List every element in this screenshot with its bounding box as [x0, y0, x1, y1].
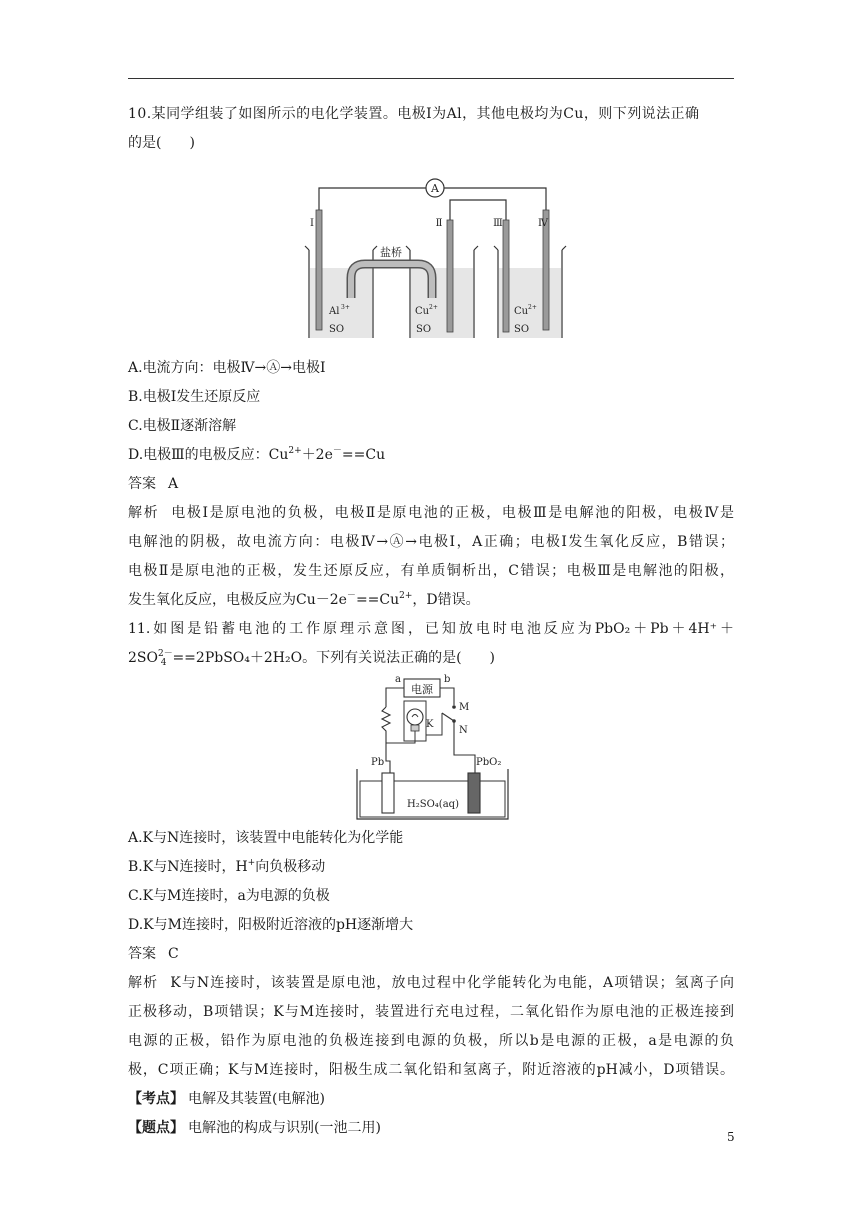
- ion-so4-1: SO: [329, 324, 345, 335]
- q10-analysis-line1: 解析 电极Ⅰ是原电池的负极，电极Ⅱ是原电池的正极，电极Ⅲ是电解池的阳极，电极Ⅳ是: [128, 505, 735, 521]
- q11-stem-line1: 11.如图是铅蓄电池的工作原理示意图，已知放电时电池反应为PbO₂＋Pb＋4H⁺＋: [128, 621, 734, 637]
- switch-k-label: K: [426, 719, 434, 730]
- q11-analysis-line3: 电源的正极，铅作为原电池的负极连接到电源的负极，所以b是电源的正极，a是电源的负: [128, 1033, 734, 1049]
- q11-figure: [128, 673, 734, 823]
- ammeter-label: A: [431, 182, 439, 195]
- tidian-value: 电解池的构成与识别(一池二用): [188, 1120, 381, 1136]
- q10-option-b: B.电极Ⅰ发生还原反应: [128, 389, 261, 405]
- bulb-icon: [407, 709, 423, 725]
- q11-option-a: A.K与N连接时，该装置中电能转化为化学能: [128, 830, 404, 846]
- electrochem-cells-diagram: [128, 158, 734, 338]
- tidian-label: 【题点】: [128, 1120, 184, 1136]
- pbo2-label: PbO₂: [476, 757, 502, 768]
- answer-label: 答案: [128, 946, 156, 962]
- q11-analysis-line1: 解析 K与N连接时，该装置是原电池，放电过程中化学能转化为电能，A项错误；氢离子向: [128, 975, 734, 991]
- q11-kaodian: [128, 1085, 734, 1114]
- answer-value: A: [168, 476, 179, 492]
- electrode-label-4: Ⅳ: [538, 218, 548, 229]
- ion-so4-3: SO: [514, 324, 530, 335]
- switch-m-label: M: [459, 702, 470, 713]
- answer-label: 答案: [128, 476, 156, 492]
- electrode-label-1: Ⅰ: [310, 218, 314, 229]
- power-label: 电源: [411, 683, 433, 696]
- electrode-1: [316, 210, 322, 330]
- terminal-b-label: b: [444, 674, 451, 685]
- ion-cu-2-charge: 2+: [528, 304, 537, 311]
- q11-option-d: D.K与M连接时，阳极附近溶液的pH逐渐增大: [128, 917, 414, 933]
- q11-option-b: B.K与N连接时，H+向负极移动: [128, 858, 326, 875]
- terminal-a-label: a: [395, 674, 401, 685]
- pbo2-electrode: [468, 773, 480, 813]
- ion-al-charge: 3+: [341, 304, 350, 311]
- page-content: [128, 100, 734, 1143]
- q11-analysis-line2: 正极移动，B项错误；K与M连接时，装置进行充电过程，二氧化铅作为原电池的正极连接到: [128, 1004, 734, 1020]
- q10-answer: [128, 470, 734, 499]
- lead-acid-battery-diagram: [128, 673, 734, 823]
- q10-analysis-line2: 电解池的阴极，故电流方向：电极Ⅳ→Ⓐ→电极Ⅰ，A正确；电极Ⅰ发生氧化反应，B错误；: [128, 534, 734, 550]
- q10-option-d: D.电极Ⅲ的电极反应：$Cu^{2+}+2e^-==Cu$: [128, 446, 386, 463]
- pb-electrode: [382, 773, 394, 813]
- electrode-3: [503, 220, 509, 332]
- q10-analysis-line4: 发生氧化反应，电极反应为$Cu-2e^-==Cu^{2+}$，D错误。: [128, 591, 480, 608]
- electrode-label-2: Ⅱ: [435, 218, 443, 229]
- q11-tidian: [128, 1114, 734, 1143]
- q11-answer: [128, 940, 734, 969]
- q10-stem-line1: 10.某同学组装了如图所示的电化学装置。电极Ⅰ为Al，其他电极均为Cu，则下列说法正确: [128, 106, 700, 122]
- ion-cu-1-charge: 2+: [429, 304, 438, 311]
- q11-stem-line2: $2SO^{2-}_4$ ==2PbSO₄＋2H₂O。下列有关说法正确的是( ): [128, 649, 496, 668]
- switch-k: [442, 713, 454, 721]
- ion-cu-2: Cu: [514, 306, 529, 317]
- kaodian-label: 【考点】: [128, 1091, 184, 1107]
- ion-so4-2: SO: [416, 324, 432, 335]
- q10-option-a: A.电流方向：电极Ⅳ→Ⓐ→电极Ⅰ: [128, 360, 326, 376]
- page-number: 5: [727, 1130, 735, 1144]
- analysis-label: 解析: [128, 975, 159, 991]
- electrolyte-label: H₂SO₄(aq): [407, 799, 459, 810]
- q10-stem-line2: 的是( ): [128, 135, 195, 151]
- q11-analysis-line4: 极，C项正确；K与M连接时，阳极生成二氧化铅和氢离子，附近溶液的pH减小，D项错误。: [128, 1062, 734, 1078]
- answer-value: C: [168, 946, 179, 962]
- switch-n-label: N: [459, 725, 468, 736]
- electrode-label-3: Ⅲ: [493, 218, 503, 229]
- electrode-2: [447, 220, 453, 332]
- header-rule: [128, 78, 734, 79]
- q11-option-c: C.K与M连接时，a为电源的负极: [128, 888, 330, 904]
- ion-cu-1: Cu: [415, 306, 430, 317]
- analysis-label: 解析: [128, 505, 160, 521]
- pb-label: Pb: [371, 757, 385, 768]
- q10-option-c: C.电极Ⅱ逐渐溶解: [128, 418, 237, 434]
- kaodian-value: 电解及其装置(电解池): [188, 1091, 325, 1107]
- ion-al: Al: [329, 306, 340, 317]
- q10-analysis-line3: 电极Ⅱ是原电池的正极，发生还原反应，有单质铜析出，C错误；电极Ⅲ是电解池的阳极，: [128, 563, 734, 579]
- salt-bridge-label: 盐桥: [380, 246, 402, 259]
- q10-figure: [128, 158, 734, 338]
